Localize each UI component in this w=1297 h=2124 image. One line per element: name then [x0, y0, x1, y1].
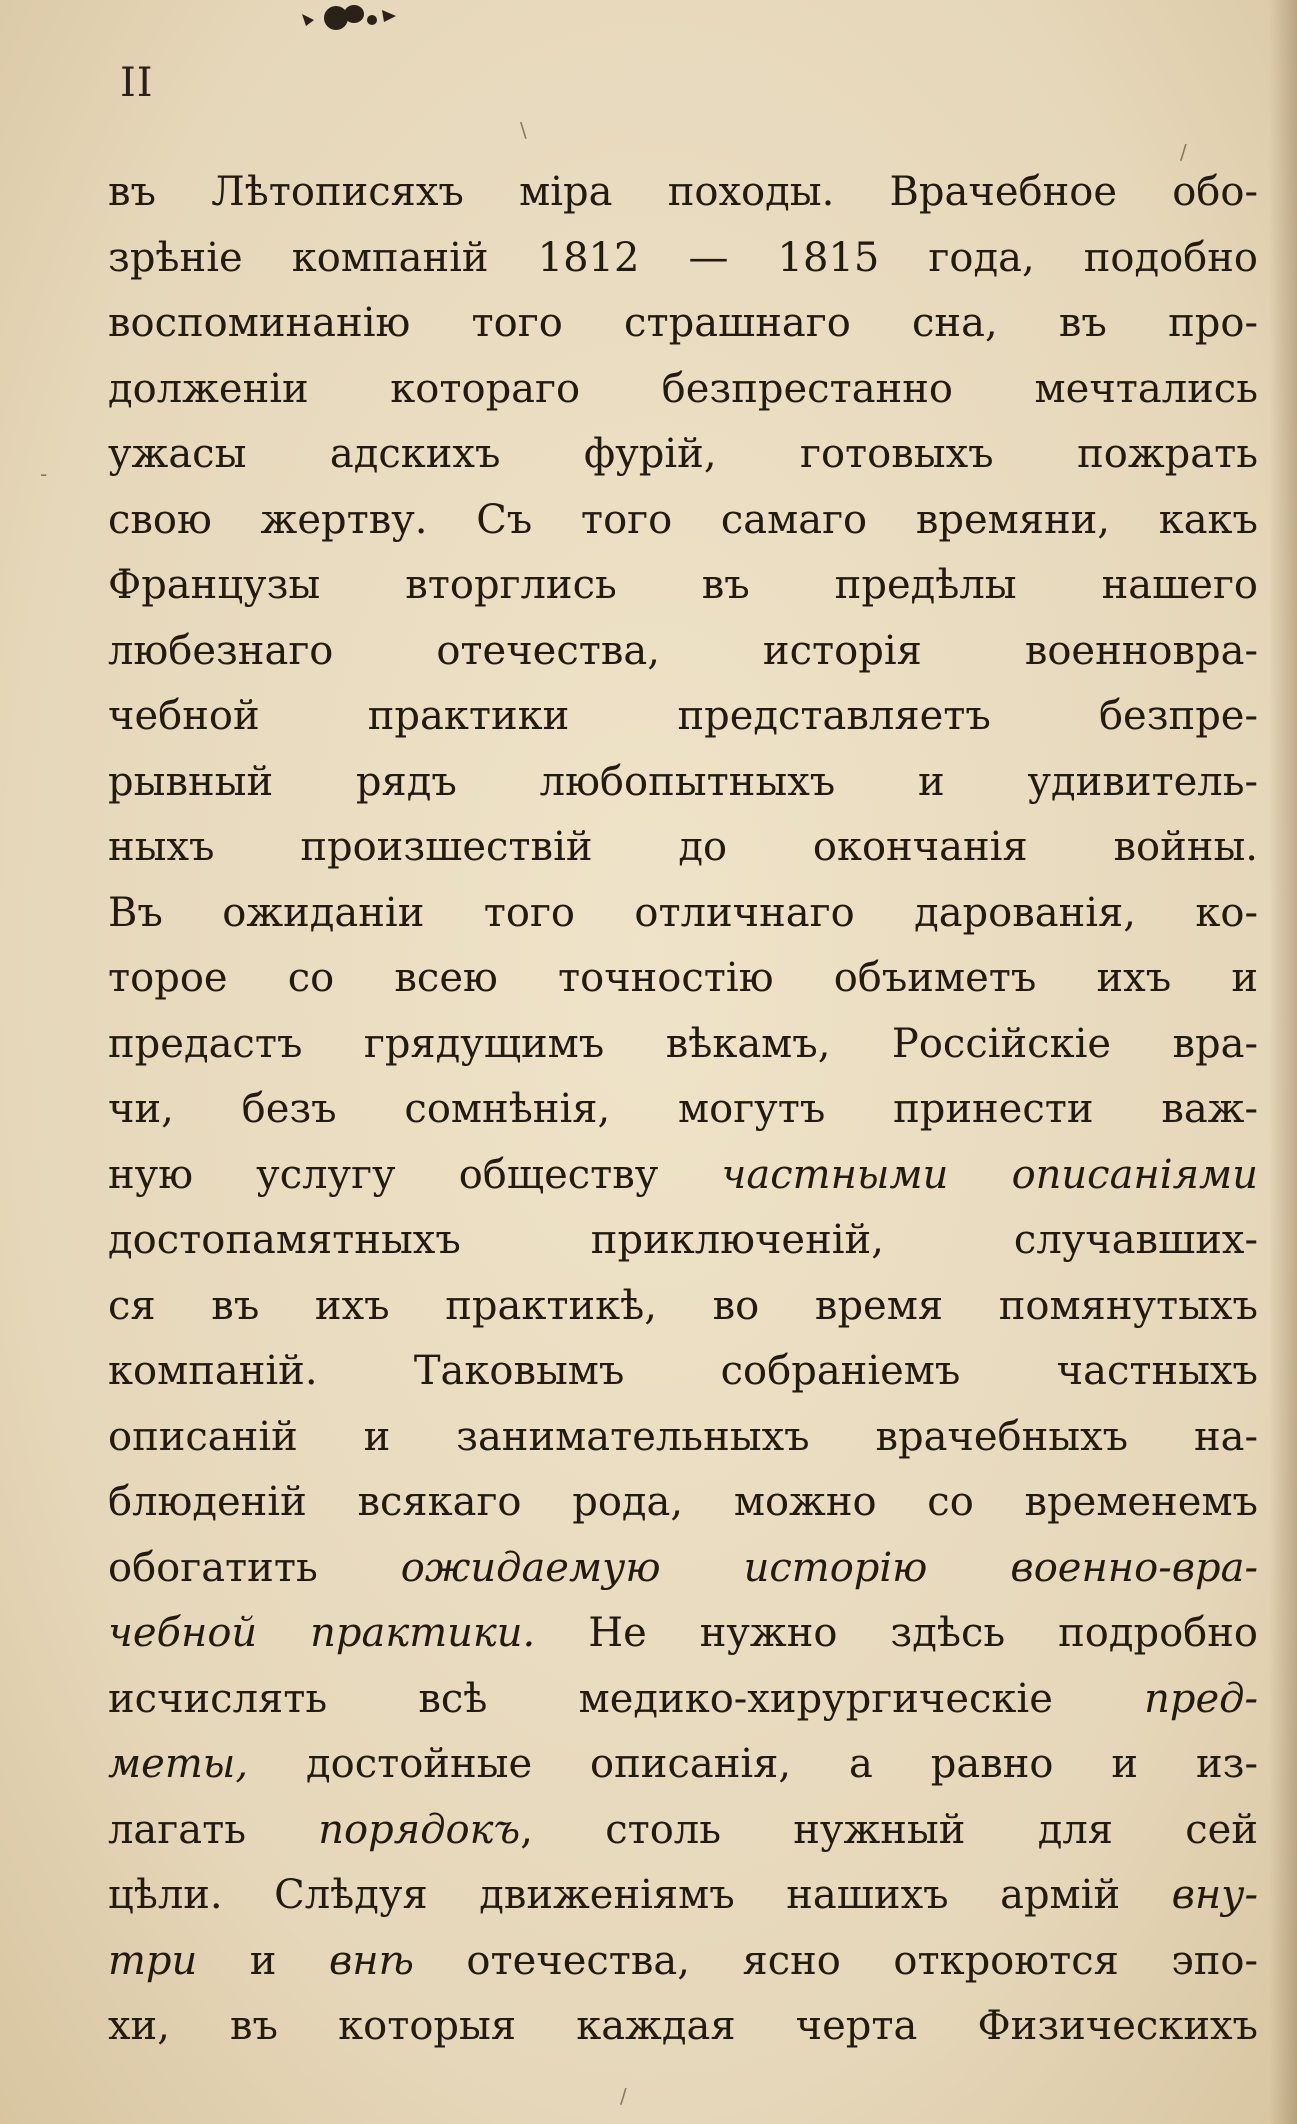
text-segment: хи, въ которыя каждая черта Физическихъ: [108, 2003, 1258, 2049]
print-speck: \: [520, 118, 527, 142]
text-line: [108, 1339, 1258, 1405]
text-line: [108, 946, 1258, 1012]
text-segment: лагать: [108, 1806, 319, 1853]
text-line: [108, 1994, 1258, 2060]
printer-ornament-icon: [296, 0, 406, 36]
print-speck: -: [40, 462, 48, 486]
text-segment: отечества, ясно откроются эпо-: [413, 1937, 1258, 1984]
text-segment: достопамятныхъ приключеній, случавших-: [108, 1217, 1258, 1263]
text-segment: рывный рядъ любопытныхъ и удивитель-: [108, 758, 1258, 805]
text-segment: , столь нужный для сей: [520, 1806, 1259, 1853]
italic-text-segment: ожидаемую исторію военно-вра-: [400, 1544, 1259, 1591]
text-segment: чебной практики представляетъ безпре-: [108, 693, 1258, 739]
text-segment: исчислять всѣ медико-хирургическіе: [108, 1675, 1145, 1722]
text-segment: предастъ грядущимъ вѣкамъ, Россійскіе вра-: [108, 1020, 1258, 1067]
text-line: [108, 815, 1258, 881]
text-segment: Въ ожиданіи того отличнаго дарованія, ко-: [108, 889, 1258, 936]
text-segment: долженіи котораго безпрестанно мечтались: [108, 365, 1258, 412]
italic-text-segment: чебной практики.: [108, 1610, 536, 1656]
text-segment: достойные описанія, а равно и из-: [248, 1741, 1258, 1787]
text-line: [108, 1732, 1258, 1798]
text-line: [108, 1601, 1258, 1667]
text-line: [108, 1929, 1258, 1995]
text-segment: свою жертву. Съ того самаго времяни, какъ: [108, 496, 1258, 543]
text-segment: описаній и занимательныхъ врачебныхъ на-: [108, 1413, 1258, 1460]
text-line: [108, 1863, 1258, 1929]
print-speck: /: [620, 2084, 627, 2108]
text-segment: компаній. Таковымъ собраніемъ частныхъ: [108, 1348, 1258, 1394]
text-line: [108, 357, 1258, 423]
text-line: [108, 1536, 1258, 1602]
page-number: II: [120, 60, 154, 106]
text-segment: цѣли. Слѣдуя движеніямъ нашихъ армій: [108, 1872, 1172, 1918]
text-line: [108, 1012, 1258, 1078]
text-line: [108, 291, 1258, 357]
text-segment: торое со всею точностію объиметъ ихъ и: [108, 955, 1258, 1001]
text-line: [108, 1077, 1258, 1143]
text-segment: зрѣніе компаній 1812 — 1815 года, подобно: [108, 234, 1258, 281]
italic-text-segment: меты,: [108, 1741, 249, 1787]
italic-text-segment: три: [108, 1937, 198, 1984]
text-line: [108, 226, 1258, 292]
italic-text-segment: порядокъ: [318, 1806, 521, 1853]
text-segment: ужасы адскихъ фурій, готовыхъ пожрать: [108, 431, 1258, 477]
text-line: [108, 160, 1258, 226]
text-line: [108, 1798, 1258, 1864]
text-segment: въ Лѣтописяхъ міра походы. Врачебное обо-: [108, 169, 1258, 215]
text-line: [108, 1667, 1258, 1733]
text-line: [108, 684, 1258, 750]
italic-text-segment: пред-: [1144, 1675, 1258, 1722]
text-segment: обогатить: [108, 1544, 401, 1591]
text-line: [108, 750, 1258, 816]
body-text: [108, 160, 1258, 2060]
text-line: [108, 553, 1258, 619]
text-segment: и: [197, 1937, 329, 1984]
text-line: [108, 1470, 1258, 1536]
italic-text-segment: частными описаніями: [721, 1151, 1258, 1198]
italic-text-segment: внѣ: [328, 1937, 414, 1984]
text-line: [108, 1274, 1258, 1340]
text-line: [108, 488, 1258, 554]
text-line: [108, 1143, 1258, 1209]
text-segment: Не нужно здѣсь подробно: [535, 1610, 1259, 1656]
text-segment: блюденій всякаго рода, можно со временемъ: [108, 1479, 1258, 1525]
text-line: [108, 422, 1258, 488]
text-segment: Французы вторглись въ предѣлы нашего: [108, 562, 1258, 608]
text-line: [108, 1405, 1258, 1471]
italic-text-segment: вну-: [1171, 1872, 1258, 1918]
text-line: [108, 881, 1258, 947]
text-line: [108, 1208, 1258, 1274]
text-line: [108, 619, 1258, 685]
text-segment: ную услугу обществу: [108, 1151, 722, 1198]
text-segment: воспоминанію того страшнаго сна, въ про-: [108, 300, 1258, 346]
print-speck: /: [1180, 140, 1187, 164]
text-segment: ныхъ произшествій до окончанія войны.: [108, 824, 1258, 870]
text-segment: чи, безъ сомнѣнія, могутъ принести важ-: [108, 1086, 1258, 1132]
text-segment: любезнаго отечества, исторія военновра-: [108, 627, 1258, 674]
text-segment: ся въ ихъ практикѣ, во время помянутыхъ: [108, 1282, 1258, 1329]
page-edge-shadow: [1269, 0, 1297, 2124]
